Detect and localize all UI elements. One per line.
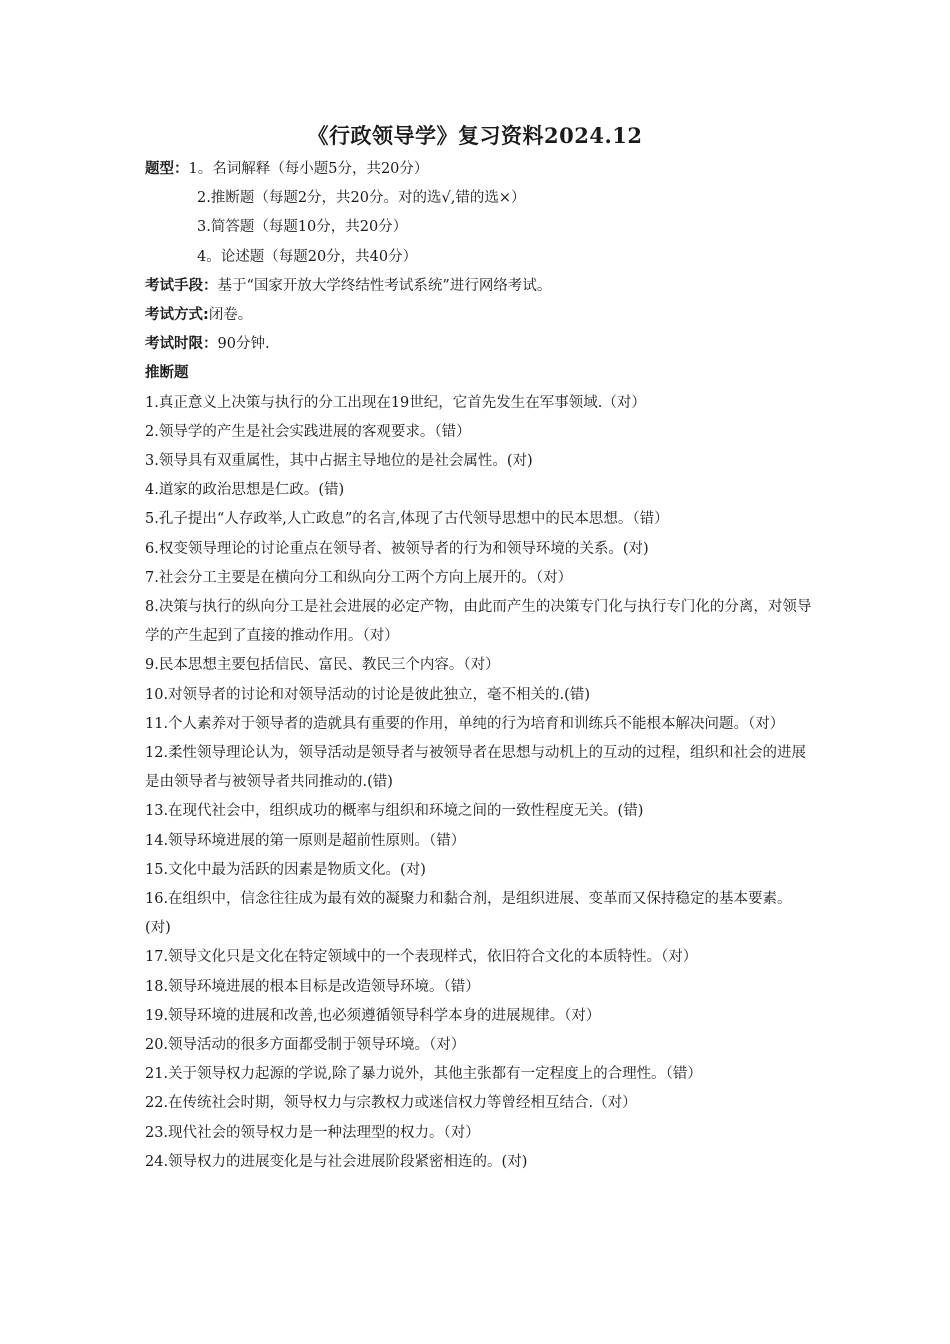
question-types-line bbox=[145, 155, 815, 184]
question-type-3-line bbox=[145, 213, 815, 242]
list-item: 2.领导学的产生是社会实践进展的客观要求。（错） bbox=[145, 423, 471, 440]
list-item: 4.道家的政治思想是仁政。(错) bbox=[145, 482, 345, 499]
list-item: 22.在传统社会时期，领导权力与宗教权力或迷信权力等曾经相互结合.（对） bbox=[145, 1095, 637, 1112]
exam-format-value: 闭卷。 bbox=[208, 306, 253, 323]
list-item: 8.决策与执行的纵向分工是社会进展的必定产物，由此而产生的决策专门化与执行专门化的分离，对领导学的产生起到了直接的推动作用。（对） bbox=[145, 598, 812, 645]
exam-method-value: 基于“国家开放大学终结性考试系统”进行网络考试。 bbox=[217, 277, 552, 294]
section-heading-line bbox=[145, 359, 815, 388]
document-body bbox=[145, 155, 815, 1177]
list-item: 16.在组织中，信念往往成为最有效的凝聚力和黏合剂，是组织进展、变革而又保持稳定的基本要素。(对) bbox=[145, 890, 792, 937]
list-item: 12.柔性领导理论认为，领导活动是领导者与被领导者在思想与动机上的互动的过程，组织和社会的进展是由领导者与被领导者共同推动的.(错) bbox=[145, 744, 807, 791]
list-item: 9.民本思想主要包括信民、富民、教民三个内容。（对） bbox=[145, 657, 500, 674]
list-item: 5.孔子提出“人存政举,人亡政息”的名言,体现了古代领导思想中的民本思想。（错） bbox=[145, 511, 669, 528]
document-title: 《行政领导学》复习资料2024.12 bbox=[307, 123, 643, 148]
list-item: 1.真正意义上决策与执行的分工出现在19世纪，它首先发生在军事领域.（对） bbox=[145, 394, 646, 411]
exam-time-value: 90分钟. bbox=[217, 336, 270, 353]
list-item: 17.领导文化只是文化在特定领域中的一个表现样式，依旧符合文化的本质特性。（对） bbox=[145, 949, 698, 966]
question-type-4-line bbox=[145, 243, 815, 272]
exam-format-line bbox=[145, 301, 815, 330]
question-type-3: 3.简答题（每题10分，共20分） bbox=[197, 219, 408, 236]
question-types-label: 题型： bbox=[145, 161, 189, 177]
list-item: 3.领导具有双重属性，其中占据主导地位的是社会属性。(对) bbox=[145, 452, 533, 469]
list-item: 21.关于领导权力起源的学说,除了暴力说外，其他主张都有一定程度上的合理性。（错） bbox=[145, 1066, 702, 1083]
list-item: 10.对领导者的讨论和对领导活动的讨论是彼此独立，毫不相关的.(错) bbox=[145, 686, 590, 703]
list-item: 13.在现代社会中，组织成功的概率与组织和环境之间的一致性程度无关。(错) bbox=[145, 803, 644, 820]
list-item: 24.领导权力的进展变化是与社会进展阶段紧密相连的。(对) bbox=[145, 1153, 528, 1170]
list-item: 7.社会分工主要是在横向分工和纵向分工两个方向上展开的。（对） bbox=[145, 569, 573, 586]
question-type-2: 2.推断题（每题2分，共20分。对的选√,错的选×） bbox=[197, 190, 526, 207]
list-item: 18.领导环境进展的根本目标是改造领导环境。（错） bbox=[145, 978, 480, 995]
question-type-1: 1。名词解释（每小题5分，共20分） bbox=[188, 161, 429, 177]
question-type-2-line bbox=[145, 184, 815, 213]
question-type-4: 4。论述题（每题20分，共40分） bbox=[197, 248, 418, 265]
exam-time-label: 考试时限： bbox=[145, 336, 218, 353]
section-heading: 推断题 bbox=[145, 365, 189, 382]
list-item: 19.领导环境的进展和改善,也必须遵循领导科学本身的进展规律。（对） bbox=[145, 1007, 601, 1024]
exam-method-label: 考试手段： bbox=[145, 277, 218, 294]
exam-format-label: 考试方式: bbox=[145, 306, 209, 323]
exam-time-line bbox=[145, 330, 815, 359]
list-item: 6.权变领导理论的讨论重点在领导者、被领导者的行为和领导环境的关系。(对) bbox=[145, 540, 649, 557]
list-item: 11.个人素养对于领导者的造就具有重要的作用，单纯的行为培育和训练兵不能根本解决问题。（对） bbox=[145, 715, 785, 732]
exam-method-line bbox=[145, 272, 815, 301]
list-item: 14.领导环境进展的第一原则是超前性原则。（错） bbox=[145, 832, 466, 849]
list-item: 20.领导活动的很多方面都受制于领导环境。（对） bbox=[145, 1036, 466, 1053]
list-item: 15.文化中最为活跃的因素是物质文化。(对) bbox=[145, 861, 426, 878]
list-item: 23.现代社会的领导权力是一种法理型的权力。（对） bbox=[145, 1124, 480, 1141]
